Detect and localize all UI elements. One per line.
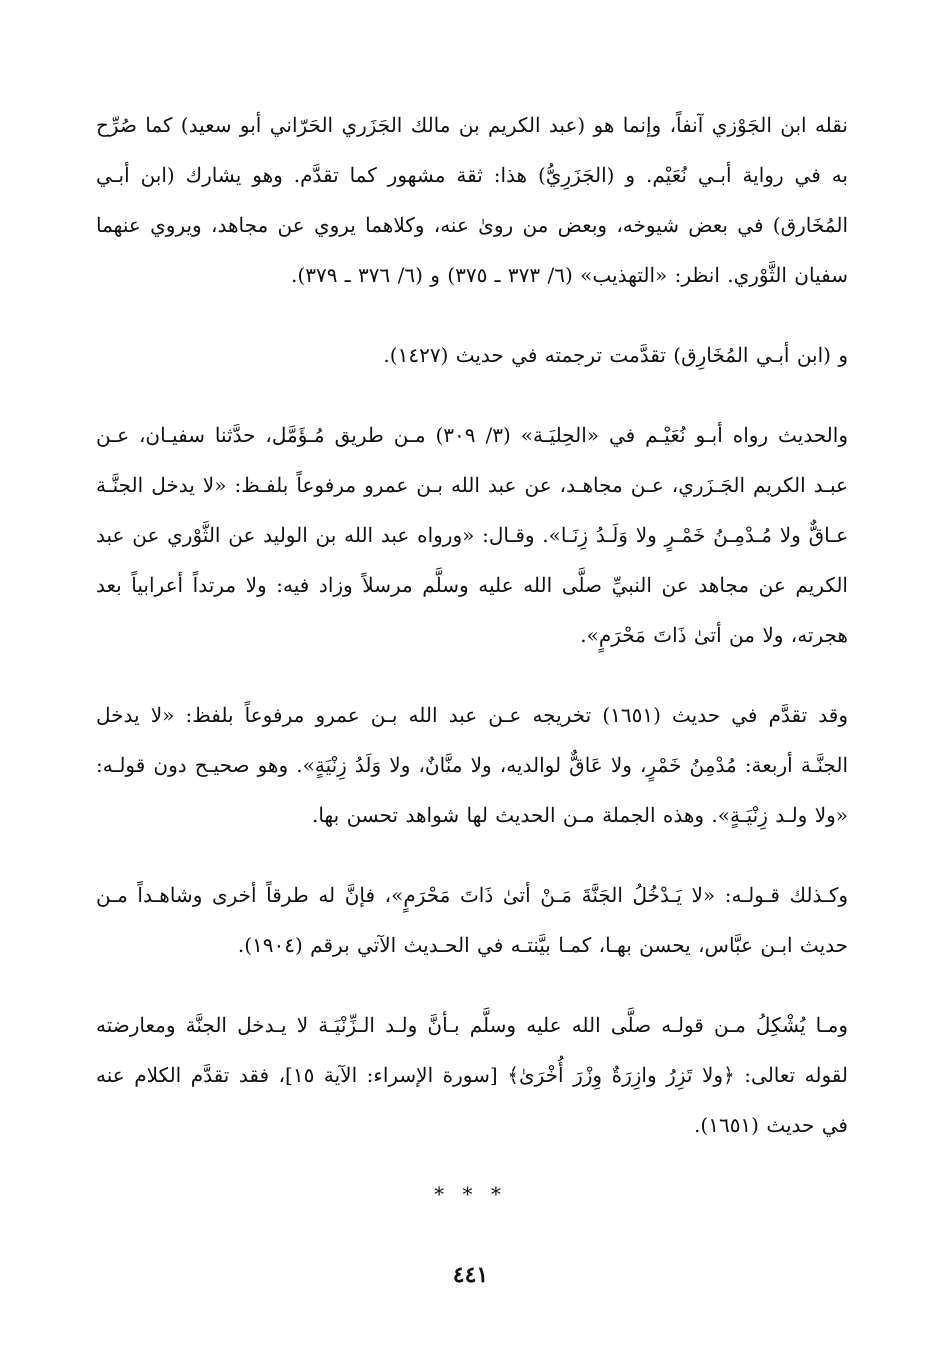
paragraph-2: و (ابن أبـي المُخَارِق) تقدَّمت ترجمته في حديث (١٤٢٧). bbox=[383, 343, 848, 367]
paragraph-5: وكـذلك قـولـه: «لا يَـدْخُلُ الجَنَّةَ مَـنْ أتىٰ ذَاتَ مَحْرَمٍ»، فإنَّ له طرقاً أخرى وشاهـداً مـن حديث ابـن عبَّاس، يحسن بهـا، كمـا بيَّنتـه في الحـديث الآتي برقم (١٩٠٤). bbox=[96, 883, 848, 957]
page-body bbox=[96, 100, 848, 1180]
page-number: ٤٤١ bbox=[452, 1262, 489, 1288]
paragraph-6: ومـا يُشْكِلُ مـن قولـه صلَّى الله عليه وسلَّم بـأنَّ ولـد الـزِّنْيَـة لا يـدخل الجنَّة ومعارضته لقوله تعالى: ﴿ولا تَزِرُ وازِرَةٌ وِزْرَ أُخْرَىٰ﴾ [سورة الإسراء: الآية ١٥]، فقد تقدَّم الكلام عنه في حديث (١٦٥١). bbox=[96, 1013, 848, 1137]
paragraph-3: والحديث رواه أبـو نُعَيْـم في «الحِليَـة» (٣/ ٣٠٩) مـن طريق مُـؤَمَّل، حدَّثنا سفيـان، عـن عبـد الكريم الجَـزَري، عـن مجاهـد، عن عبد الله بـن عمرو مرفوعاً بلفـظ: «لا يدخل الجنَّـة عـاقٌّ ولا مُـدْمِـنُ خَمْـرٍ ولا وَلَـدُ زِنَـا». وقـال: «ورواه عبد الله بن الوليد عن الثَّوْري عن عبد الكريم عن مجاهد عن النبيِّ صلَّى الله عليه وسلَّم مرسلاً وزاد فيه: ولا مرتداً أعرابياً بعد هجرته، ولا من أتىٰ ذَاتَ مَحْرَمٍ». bbox=[96, 423, 848, 647]
paragraph-1: نقله ابن الجَوْزي آنفاً، وإنما هو (عبد الكريم بن مالك الجَزَري الحَرّاني أبو سعيد) كما صُرِّح به في رواية أبـي نُعَيْم. و (الجَزَرِيُّ) هذا: ثقة مشهور كما تقدَّم. وهو يشارك (ابن أبـي المُخَارق) في بعض شيوخه، وبعض من روىٰ عنه، وكلاهما يروي عن مجاهد، ويروي عنهما سفيان الثَّوْري. انظر: «التهذيب» (٦/ ٣٧٣ ـ ٣٧٥) و (٦/ ٣٧٦ ـ ٣٧٩). bbox=[96, 113, 849, 287]
paragraph-4: وقد تقدَّم في حديث (١٦٥١) تخريجه عـن عبد الله بـن عمرو مرفوعاً بلفظ: «لا يدخل الجنَّـة أربعة: مُدْمِنُ خَمْرٍ، ولا عَاقٌّ لوالديه، ولا منَّانٌ، ولا وَلَدُ زِنْيَةٍ». وهو صحيـح دون قولـه: «ولا ولـد زِنْيَـةٍ». وهذه الجملة مـن الحديث لها شواهد تحسن بها. bbox=[96, 703, 849, 827]
section-separator: * * * bbox=[434, 1182, 507, 1206]
